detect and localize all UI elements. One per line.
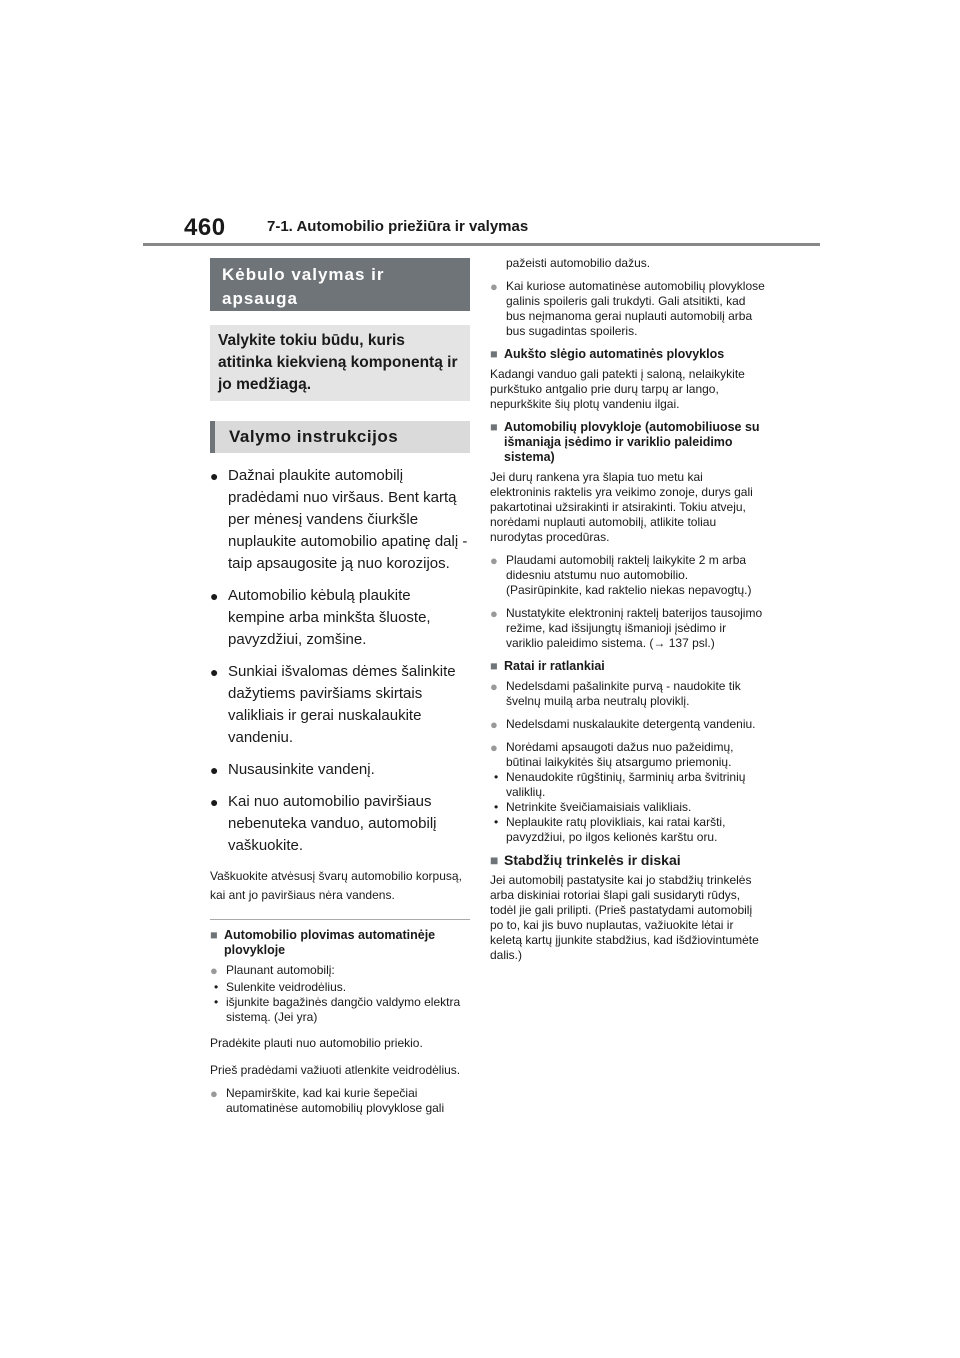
subheading-car-wash: ■ Automobilio plovimas automatinėje plovykloje: [210, 928, 436, 957]
paragraph: Kadangi vanduo gali patekti į saloną, nelaikykite purkštuko antgalio prie durų tarpų ar lango, nepurkškite šių plotų vandeniu ilgai.: [490, 367, 745, 411]
paragraph: Pradėkite plauti nuo automobilio priekio.: [210, 1036, 423, 1050]
sub-list: [490, 770, 765, 845]
intro-box: Valykite tokiu būdu, kuris atitinka kiekvieną komponentą ir jo medžiagą.: [210, 325, 470, 401]
page-number: 460: [184, 214, 226, 241]
right-column: [490, 254, 765, 971]
circle-bullet-icon: ●: [490, 717, 498, 732]
subheading-brakes: ■ Stabdžių trinkelės ir diskai: [490, 852, 681, 868]
list-item: ● Nusausinkite vandenį.: [210, 759, 470, 781]
bullet-icon: ●: [210, 762, 219, 778]
heading-cleaning-instructions: Valymo instrukcijos: [210, 421, 470, 453]
subheading-smart-key: ■ Automobilių plovykloje (automobiliuose su išmaniąja įsėdimo ir variklio paleidimo sistema): [490, 420, 760, 464]
square-icon: ■: [490, 420, 498, 434]
divider: [210, 919, 470, 920]
circle-item: ● Plaudami automobilį raktelį laikykite 2 m arba didesniu atstumu nuo automobilio. (Pasirūpinkite, kad raktelio niekas nepavogtų.): [490, 553, 752, 597]
continued-text: pažeisti automobilio dažus.: [506, 256, 651, 270]
circle-item: ● Nepamirškite, kad kai kurie šepečiai automatinėse automobilių plovyklose gali: [210, 1086, 445, 1115]
header-rule: [143, 243, 820, 246]
paragraph: Prieš pradėdami važiuoti atlenkite veidrodėlius.: [210, 1063, 461, 1077]
circle-item: ● Plaunant automobilį:: [210, 963, 335, 978]
section-title: 7-1. Automobilio priežiūra ir valymas: [267, 218, 529, 235]
circle-bullet-icon: ●: [210, 1086, 218, 1101]
list-item: ● Kai nuo automobilio paviršiaus nebenuteka vanduo, automobilį vaškuokite.: [210, 793, 437, 854]
square-icon: ■: [490, 347, 498, 361]
circle-bullet-icon: ●: [490, 740, 498, 755]
bullet-icon: ●: [210, 664, 219, 680]
circle-item: ● Nedelsdami nuskalaukite detergentą vandeniu.: [490, 717, 756, 732]
circle-bullet-icon: ●: [490, 606, 498, 621]
circle-item: ● Nedelsdami pašalinkite purvą - naudokite tik švelnų muilą arba neutralų ploviklį.: [490, 679, 741, 708]
left-column: [210, 258, 470, 1124]
bullet-icon: ●: [210, 468, 219, 484]
list-item: ● Sunkiai išvalomas dėmes šalinkite dažytiems paviršiams skirtais valikliais ir gerai nuskalaukite vandeniu.: [210, 663, 456, 746]
square-icon: ■: [210, 928, 218, 942]
square-icon: ■: [490, 852, 499, 868]
bullet-icon: ●: [210, 794, 219, 810]
sub-item: • Neplaukite ratų plovikliais, kai ratai karšti, pavyzdžiui, po ilgos kelionės karštu oru.: [494, 815, 726, 844]
circle-bullet-icon: ●: [490, 553, 498, 568]
sub-item: • Nenaudokite rūgštinių, šarminių arba švitrinių valiklių.: [494, 770, 746, 799]
paragraph: Jei durų rankena yra šlapia tuo metu kai elektroninis raktelis yra veikimo zonoje, durys gali pakartotinai užsirakinti ir atsirakinti. Tokiu atveju, norėdami nuplauti automobilį, atlikite toliau nurodytas procedūras.: [490, 470, 753, 544]
circle-bullet-icon: ●: [210, 963, 218, 978]
instruction-list: [210, 465, 470, 857]
circle-bullet-icon: ●: [490, 679, 498, 694]
list-item: ● Automobilio kėbulą plaukite kempine arba minkšta šluoste, pavyzdžiui, zomšine.: [210, 587, 431, 648]
circle-item: ● Norėdami apsaugoti dažus nuo pažeidimų, būtinai laikykitės šių atsargumo priemonių.: [490, 740, 734, 769]
sub-item: • Sulenkite veidrodėlius.: [214, 980, 347, 994]
square-icon: ■: [490, 659, 498, 673]
subheading-wheels: ■ Ratai ir ratlankiai: [490, 659, 605, 673]
sub-item: • išjunkite bagažinės dangčio valdymo elektra sistemą. (Jei yra): [214, 995, 461, 1024]
bullet-icon: ●: [210, 588, 219, 604]
circle-bullet-icon: ●: [490, 279, 498, 294]
circle-item: ● Nustatykite elektroninį raktelį baterijos tausojimo režime, kad išsijungtų išmanioji įsėdimo ir variklio paleidimo sistema. (→ 137 psl.): [490, 606, 763, 650]
list-item: ● Dažnai plaukite automobilį pradėdami nuo viršaus. Bent kartą per mėnesį vandens čiurkšle nuplaukite automobilio apatinę dalį - taip apsaugosite ją nuo korozijos.: [210, 467, 468, 572]
wax-note: Vaškuokite atvėsusį švarų automobilio korpusą, kai ant jo paviršiaus nėra vandens.: [210, 869, 462, 902]
sub-list: [210, 980, 470, 1025]
circle-item: ● Kai kuriose automatinėse automobilių plovyklose galinis spoileris gali trukdyti. Gali atsitikti, kad bus neįmanoma gerai nuplauti automobilį arba bus sugadintas spoileris.: [490, 279, 765, 338]
paragraph: Jei automobilį pastatysite kai jo stabdžių trinkelės arba diskiniai rotoriai šlapi gali susidaryti rūdys, todėl jie gali prilipti. (Prieš pastatydami automobilį po to, kai jis buvo nuplautas, važiuokite lėtai ir keletą kartų įjunkite stabdžius, kad išdžiovintumėte dalis.): [490, 873, 759, 962]
heading-body-cleaning: Kėbulo valymas ir apsauga: [210, 258, 470, 311]
subheading-high-pressure: ■ Aukšto slėgio automatinės plovyklos: [490, 347, 725, 361]
sub-item: • Netrinkite šveičiamaisiais valikliais.: [494, 800, 692, 814]
